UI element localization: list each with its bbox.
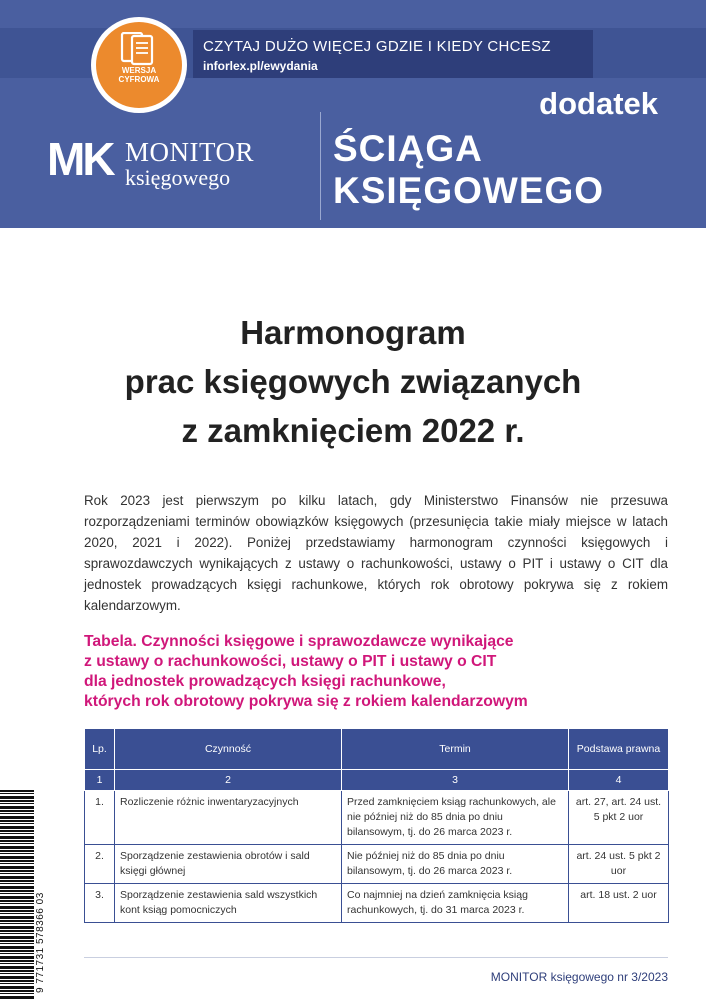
row-lp: 1.	[85, 791, 115, 845]
digital-version-banner[interactable]	[193, 30, 593, 78]
col-number-lp: 1	[85, 770, 115, 791]
page-title-line3: z zamknięciem 2022 r.	[181, 412, 525, 449]
table-row	[85, 845, 669, 884]
row-lp: 3.	[85, 884, 115, 923]
badge-label	[96, 66, 182, 84]
table-caption	[84, 632, 664, 712]
row-termin: Co najmniej na dzień zamknięcia ksiąg rachunkowych, tj. do 31 marca 2023 r.	[342, 884, 569, 923]
schedule-table	[84, 728, 669, 923]
col-number-czynnosc: 2	[115, 770, 342, 791]
page-title-line2: prac księgowych związanych	[124, 363, 582, 400]
digital-version-badge[interactable]	[96, 22, 182, 108]
table-row	[85, 884, 669, 923]
logo-word: MONITOR	[125, 137, 255, 167]
row-termin: Przed zamknięciem ksiąg rachunkowych, ale nie później niż do 85 dnia po dniu bilansowym, tj. do 26 marca 2023 r.	[342, 791, 569, 845]
promo-title: CZYTAJ DUŻO WIĘCEJ GDZIE I KIEDY CHCESZ	[203, 38, 551, 55]
table-row	[85, 791, 669, 845]
badge-label-line2: CYFROWA	[118, 75, 160, 84]
row-lp: 2.	[85, 845, 115, 884]
footer-rule	[84, 957, 668, 958]
table-caption-line1: Tabela. Czynności księgowe i sprawozdawcze wynikające	[84, 633, 514, 650]
col-number-termin: 3	[342, 770, 569, 791]
promo-url[interactable]: inforlex.pl/ewydania	[203, 59, 318, 73]
table-caption-line2: z ustawy o rachunkowości, ustawy o PIT i ustawy o CIT	[84, 653, 497, 670]
page-title-line1: Harmonogram	[240, 314, 466, 351]
barcode-number: 9 771731 578366 03	[35, 892, 46, 993]
row-termin: Nie później niż do 85 dnia po dniu bilansowym, tj. do 26 marca 2023 r.	[342, 845, 569, 884]
col-header-lp: Lp.	[85, 729, 115, 770]
table-caption-line4: których rok obrotowy pokrywa się z rokiem kalendarzowym	[84, 693, 528, 710]
intro-paragraph: Rok 2023 jest pierwszym po kilku latach, gdy Ministerstwo Finansów nie przesuwa rozporządzeniami terminów obowiązków księgowych (przesunięcia takie miały miejsce w latach 2020, 2021 i 2022). Poniżej przedstawiamy harmonogram czynności księgowych i sprawozdawczych wynikających z ustawy o rachunkowości, ustawy o PIT i ustawy o CIT dla jednostek prowadzących księgi rachunkowe, których rok obrotowy pokrywa się z rokiem kalendarzowym.	[84, 493, 668, 613]
supplement-title-line1: ŚCIĄGA	[333, 128, 483, 169]
masthead	[0, 0, 706, 228]
col-number-podstawa: 4	[569, 770, 669, 791]
row-podstawa: art. 24 ust. 5 pkt 2 uor	[569, 845, 669, 884]
tablet-document-icon	[120, 32, 156, 66]
col-header-czynnosc: Czynność	[115, 729, 342, 770]
barcode	[0, 790, 34, 1000]
table-header-row	[85, 729, 669, 770]
supplement-label: dodatek	[539, 86, 658, 121]
badge-label-line1: WERSJA	[121, 66, 157, 75]
logo-monogram: MK	[47, 133, 113, 185]
col-header-termin: Termin	[342, 729, 569, 770]
table-number-row	[85, 770, 669, 791]
monitor-ksiegowego-logo	[47, 133, 307, 193]
row-czynnosc: Rozliczenie różnic inwentaryzacyjnych	[115, 791, 342, 845]
page-title	[0, 308, 706, 455]
row-czynnosc: Sporządzenie zestawienia sald wszystkich kont ksiąg pomocniczych	[115, 884, 342, 923]
row-czynnosc: Sporządzenie zestawienia obrotów i sald księgi głównej	[115, 845, 342, 884]
page-footer: MONITOR księgowego nr 3/2023	[490, 970, 668, 984]
logo-subtitle: księgowego	[125, 165, 231, 190]
col-header-podstawa: Podstawa prawna	[569, 729, 669, 770]
table-caption-line3: dla jednostek prowadzących księgi rachunkowe,	[84, 673, 446, 690]
row-podstawa: art. 18 ust. 2 uor	[569, 884, 669, 923]
row-podstawa: art. 27, art. 24 ust. 5 pkt 2 uor	[569, 791, 669, 845]
supplement-title	[333, 128, 604, 212]
header-divider	[320, 112, 321, 220]
supplement-title-line2: KSIĘGOWEGO	[333, 170, 605, 211]
